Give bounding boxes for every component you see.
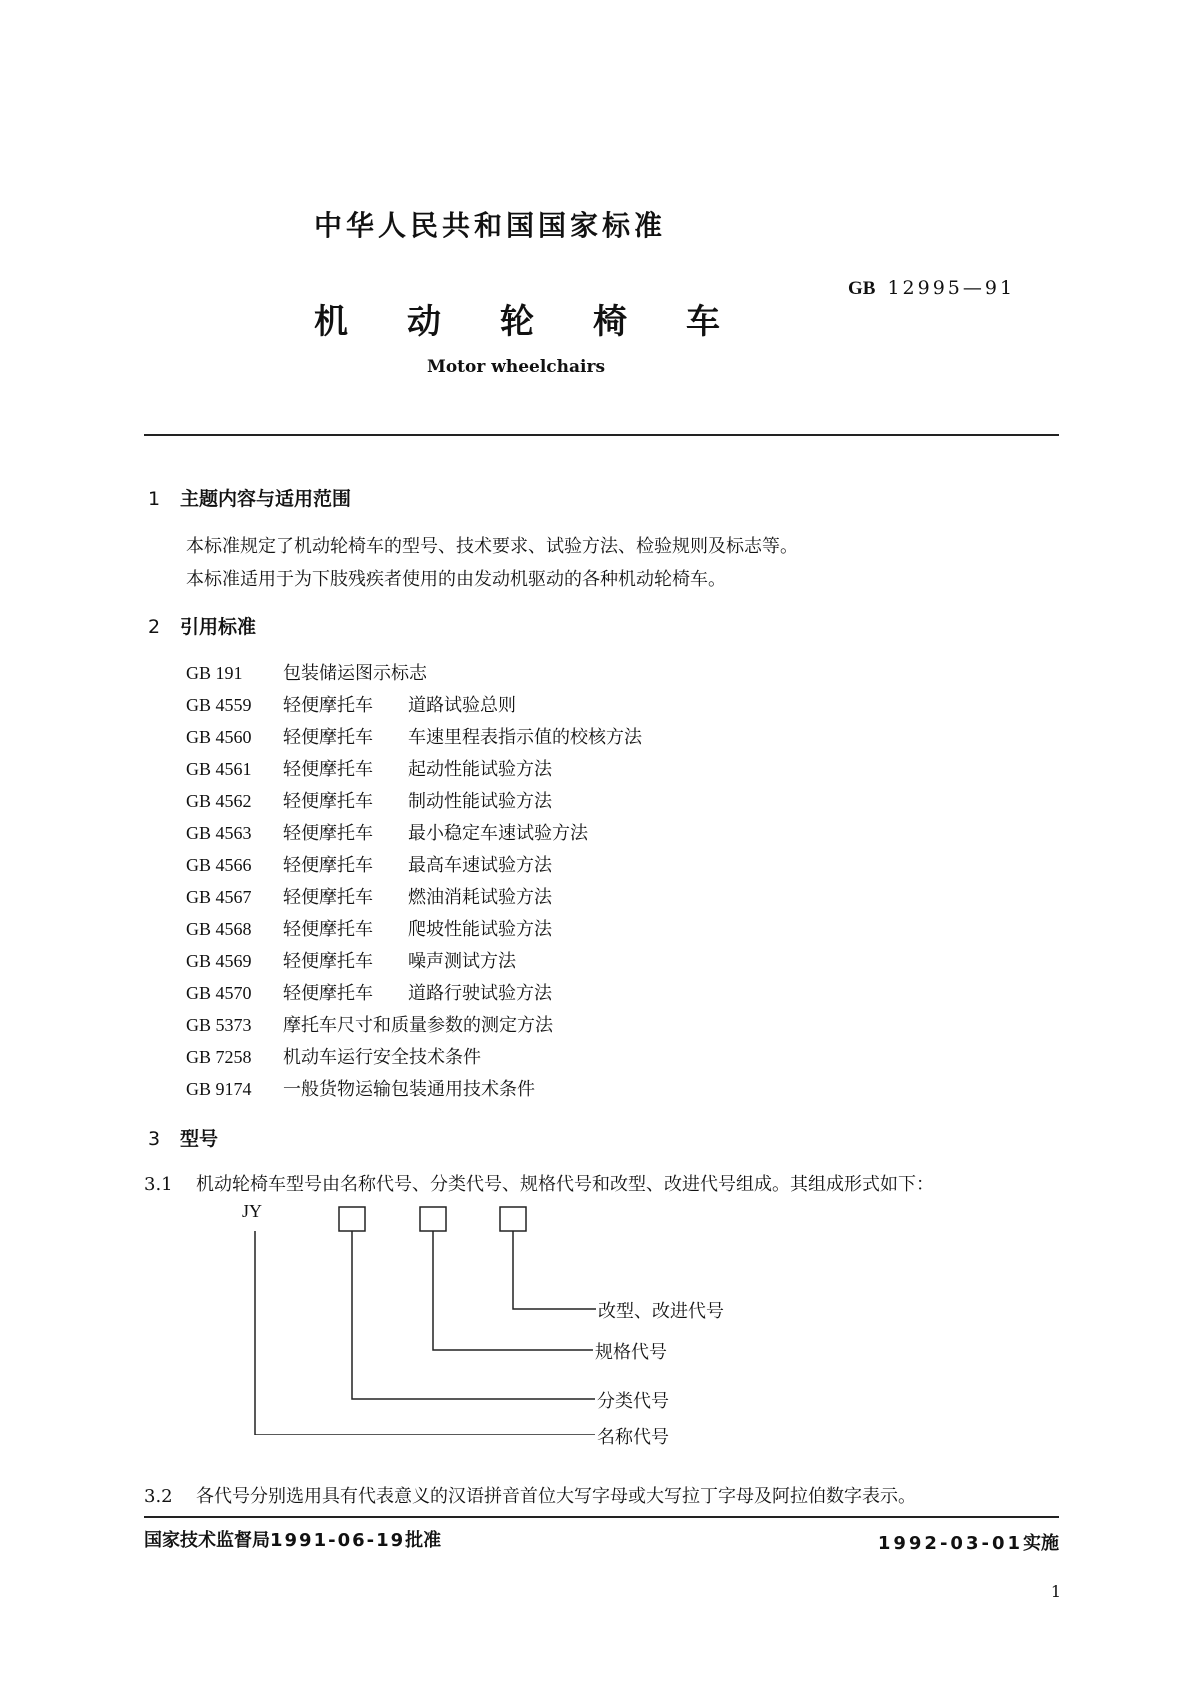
reference-title: 包装储运图示标志 [283, 663, 427, 684]
section-number: 3 [148, 1128, 161, 1150]
clause-text: 机动轮椅车型号由名称代号、分类代号、规格代号和改型、改进代号组成。其组成形式如下： [196, 1174, 934, 1195]
section-1-paragraph: 本标准适用于为下肢残疾者使用的由发动机驱动的各种机动轮椅车。 [186, 569, 726, 590]
section-title: 引用标准 [180, 616, 257, 638]
reference-code: GB 7258 [186, 1047, 252, 1067]
reference-item [186, 755, 552, 781]
standard-number: 12995—91 [887, 277, 1016, 299]
clause-text: 各代号分别选用具有代表意义的汉语拼音首位大写字母或大写拉丁字母及阿拉伯数字表示。 [196, 1486, 916, 1507]
reference-title: 摩托车尺寸和质量参数的测定方法 [283, 1015, 553, 1036]
section-number: 2 [148, 616, 161, 638]
reference-code: GB 5373 [186, 1015, 252, 1035]
reference-title: 轻便摩托车 [283, 695, 373, 716]
approval-date: 1991-06-19 [270, 1530, 406, 1551]
reference-item [186, 819, 588, 845]
reference-item [186, 1043, 481, 1069]
implementation-date: 1992-03-01 [877, 1533, 1023, 1554]
title-char: 车 [686, 302, 720, 342]
standard-prefix: GB [848, 278, 876, 299]
label-spec-code: 规格代号 [595, 1342, 667, 1363]
reference-code: GB 4569 [186, 951, 252, 971]
reference-title: 轻便摩托车 [283, 919, 373, 940]
section-1-paragraph: 本标准规定了机动轮椅车的型号、技术要求、试验方法、检验规则及标志等。 [186, 536, 798, 557]
reference-item [186, 1075, 535, 1101]
reference-title: 轻便摩托车 [283, 823, 373, 844]
approval-word: 批准 [405, 1530, 442, 1551]
clause-number: 3.2 [144, 1486, 173, 1507]
reference-code: GB 191 [186, 663, 243, 683]
section-3-heading [148, 1124, 218, 1151]
section-number: 1 [148, 488, 161, 510]
reference-subtitle: 燃油消耗试验方法 [408, 887, 552, 908]
reference-code: GB 4570 [186, 983, 252, 1003]
connector-modify [513, 1231, 596, 1309]
reference-title: 轻便摩托车 [283, 727, 373, 748]
reference-subtitle: 最小稳定车速试验方法 [408, 823, 588, 844]
section-1-heading [148, 484, 351, 511]
code-box-modify [500, 1207, 526, 1231]
section-title: 主题内容与适用范围 [180, 488, 352, 510]
reference-subtitle: 道路试验总则 [408, 695, 516, 716]
model-code-diagram [240, 1195, 760, 1448]
reference-code: GB 9174 [186, 1079, 252, 1099]
reference-item [186, 659, 427, 685]
section-2-heading [148, 612, 256, 639]
reference-item [186, 883, 552, 909]
reference-item [186, 851, 552, 877]
connector-name [255, 1231, 595, 1435]
reference-subtitle: 爬坡性能试验方法 [408, 919, 552, 940]
reference-item [186, 979, 552, 1005]
reference-code: GB 4563 [186, 823, 252, 843]
reference-title: 轻便摩托车 [283, 983, 373, 1004]
approval-info [144, 1526, 441, 1552]
header-divider [144, 434, 1059, 436]
document-title [314, 294, 779, 343]
clause-3-2 [144, 1482, 916, 1508]
connector-class [352, 1231, 595, 1399]
reference-item [186, 915, 552, 941]
reference-item [186, 947, 516, 973]
reference-title: 轻便摩托车 [283, 887, 373, 908]
reference-title: 轻便摩托车 [283, 951, 373, 972]
footer-divider [144, 1516, 1059, 1518]
code-prefix: JY [242, 1201, 263, 1221]
reference-title: 轻便摩托车 [283, 791, 373, 812]
reference-code: GB 4561 [186, 759, 252, 779]
reference-code: GB 4560 [186, 727, 252, 747]
section-title: 型号 [180, 1128, 219, 1150]
implementation-info [878, 1529, 1059, 1555]
reference-item [186, 1011, 553, 1037]
reference-code: GB 4559 [186, 695, 252, 715]
title-char: 动 [407, 302, 441, 342]
approval-org: 国家技术监督局 [144, 1530, 270, 1551]
org-title: 中华人民共和国国家标准 [314, 209, 667, 242]
reference-subtitle: 起动性能试验方法 [408, 759, 552, 780]
reference-subtitle: 车速里程表指示值的校核方法 [408, 727, 642, 748]
label-name-code: 名称代号 [597, 1427, 669, 1448]
clause-3-1 [144, 1170, 934, 1196]
reference-subtitle: 噪声测试方法 [408, 951, 516, 972]
reference-code: GB 4566 [186, 855, 252, 875]
english-title: Motor wheelchairs [427, 357, 606, 377]
standard-code [848, 277, 1015, 300]
reference-code: GB 4568 [186, 919, 252, 939]
reference-title: 机动车运行安全技术条件 [283, 1047, 481, 1068]
title-char: 椅 [593, 302, 627, 342]
reference-code: GB 4567 [186, 887, 252, 907]
reference-title: 一般货物运输包装通用技术条件 [283, 1079, 535, 1100]
implementation-word: 实施 [1023, 1533, 1059, 1554]
reference-subtitle: 最高车速试验方法 [408, 855, 552, 876]
code-box-spec [420, 1207, 446, 1231]
code-box-class [339, 1207, 365, 1231]
reference-code: GB 4562 [186, 791, 252, 811]
label-modify-code: 改型、改进代号 [598, 1301, 724, 1322]
page-number: 1 [1050, 1582, 1061, 1601]
reference-item [186, 723, 642, 749]
title-char: 轮 [500, 302, 534, 342]
reference-item [186, 691, 516, 717]
reference-item [186, 787, 552, 813]
reference-title: 轻便摩托车 [283, 759, 373, 780]
reference-subtitle: 制动性能试验方法 [408, 791, 552, 812]
title-char: 机 [314, 302, 348, 342]
clause-number: 3.1 [144, 1174, 173, 1195]
label-class-code: 分类代号 [597, 1391, 669, 1412]
reference-title: 轻便摩托车 [283, 855, 373, 876]
reference-subtitle: 道路行驶试验方法 [408, 983, 552, 1004]
